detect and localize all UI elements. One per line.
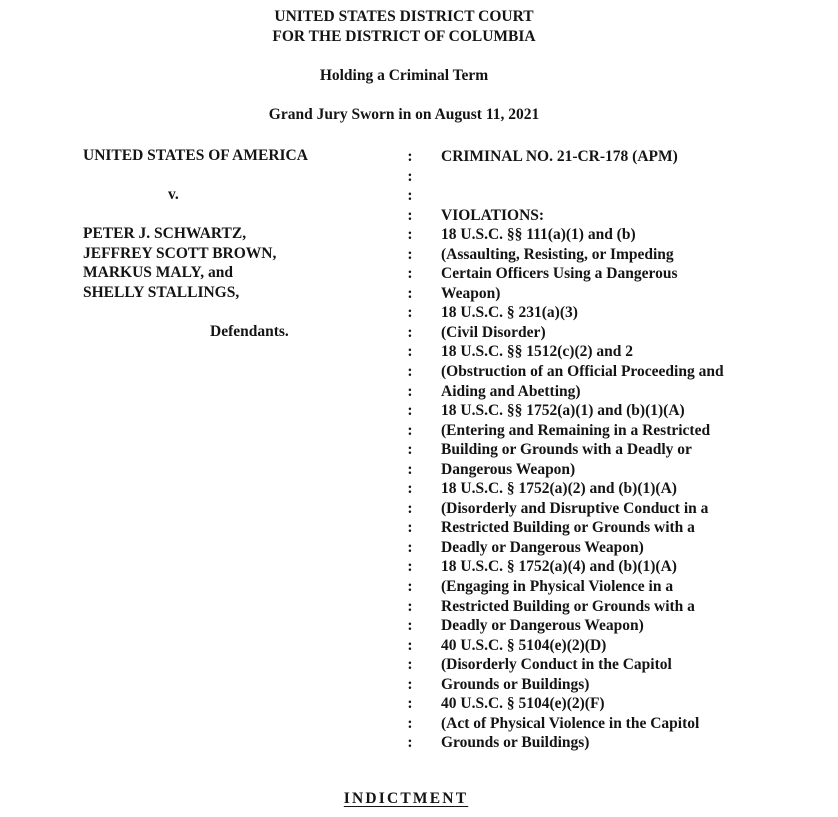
caption-colon: :: [407, 636, 413, 654]
caption-colon: :: [407, 617, 413, 635]
violations-heading: VIOLATIONS:: [441, 206, 545, 224]
court-name-line-1: UNITED STATES DISTRICT COURT: [274, 8, 534, 25]
violation-line: (Disorderly Conduct in the Capitol: [441, 656, 672, 674]
violation-line: 40 U.S.C. § 5104(e)(2)(D): [441, 636, 607, 654]
caption-colon: :: [407, 245, 413, 263]
violation-line: (Disorderly and Disruptive Conduct in a: [441, 499, 709, 517]
caption-colon: :: [407, 323, 413, 341]
caption-colon: :: [407, 480, 413, 498]
violation-line: (Act of Physical Violence in the Capitol: [441, 714, 700, 732]
caption-colon: :: [407, 695, 413, 713]
caption-colon: :: [407, 402, 413, 420]
versus-label: v.: [168, 186, 179, 203]
violation-line: 18 U.S.C. § 231(a)(3): [441, 304, 578, 322]
plaintiff-name: UNITED STATES OF AMERICA: [83, 147, 308, 164]
caption-colon: :: [407, 226, 413, 244]
violation-line: Deadly or Dangerous Weapon): [441, 538, 644, 556]
document-title: INDICTMENT: [343, 790, 469, 807]
caption-colon: :: [407, 714, 413, 732]
violation-line: 18 U.S.C. § 1752(a)(4) and (b)(1)(A): [441, 558, 677, 576]
violation-line: 18 U.S.C. § 1752(a)(2) and (b)(1)(A): [441, 480, 677, 498]
violation-line: Restricted Building or Grounds with a: [441, 519, 695, 537]
caption-colon: :: [407, 265, 413, 283]
caption-colon: :: [407, 167, 413, 185]
caption-colon: :: [407, 499, 413, 517]
defendant-name: JEFFREY SCOTT BROWN,: [83, 244, 277, 262]
violation-line: (Entering and Remaining in a Restricted: [441, 421, 711, 439]
caption-separator-column: [404, 147, 416, 753]
violation-line: Building or Grounds with a Deadly or: [441, 441, 692, 459]
caption-colon: :: [407, 460, 413, 478]
caption-colon: :: [407, 363, 413, 381]
violation-line: 18 U.S.C. §§ 1512(c)(2) and 2: [441, 343, 634, 361]
defendant-name: SHELLY STALLINGS,: [83, 283, 240, 301]
case-caption-charges: [441, 147, 821, 752]
defendants-label: Defendants.: [210, 322, 289, 340]
violation-line: (Assaulting, Resisting, or Impeding: [441, 245, 674, 263]
caption-colon: :: [407, 421, 413, 439]
violation-line: 18 U.S.C. §§ 111(a)(1) and (b): [441, 226, 636, 244]
caption-colon: :: [407, 382, 413, 400]
violation-line: (Engaging in Physical Violence in a: [441, 578, 674, 596]
caption-colon: :: [407, 734, 413, 752]
violation-line: 40 U.S.C. § 5104(e)(2)(F): [441, 695, 605, 713]
violation-line: 18 U.S.C. §§ 1752(a)(1) and (b)(1)(A): [441, 402, 685, 420]
violation-line: Grounds or Buildings): [441, 675, 590, 693]
caption-colon: :: [407, 304, 413, 322]
caption-colon: :: [407, 206, 413, 224]
violations-list: [441, 206, 821, 753]
caption-colon: :: [407, 441, 413, 459]
caption-colon: :: [407, 675, 413, 693]
caption-colon: :: [407, 558, 413, 576]
court-name-line-2: FOR THE DISTRICT OF COLUMBIA: [272, 28, 536, 45]
violation-line: Restricted Building or Grounds with a: [441, 597, 695, 615]
violation-line: Dangerous Weapon): [441, 460, 576, 478]
criminal-case-number: CRIMINAL NO. 21-CR-178 (APM): [441, 148, 678, 165]
caption-colon: :: [407, 284, 413, 302]
violation-line: (Obstruction of an Official Proceeding and: [441, 363, 724, 381]
caption-colon: :: [407, 578, 413, 596]
violation-line: Weapon): [441, 284, 501, 302]
caption-colon: :: [407, 148, 413, 165]
violation-line: Grounds or Buildings): [441, 734, 590, 752]
defendant-name: PETER J. SCHWARTZ,: [83, 225, 247, 243]
violation-line: Aiding and Abetting): [441, 382, 581, 400]
violation-line: Certain Officers Using a Dangerous: [441, 265, 678, 283]
caption-colon: :: [407, 656, 413, 674]
caption-colon: :: [407, 519, 413, 537]
defendant-name: MARKUS MALY, and: [83, 264, 234, 282]
grand-jury-line: Grand Jury Sworn in on August 11, 2021: [268, 106, 540, 123]
caption-colon: :: [407, 597, 413, 615]
criminal-term-line: Holding a Criminal Term: [319, 67, 489, 84]
violation-line: (Civil Disorder): [441, 323, 546, 341]
caption-colon: :: [407, 187, 413, 205]
caption-colon: :: [407, 343, 413, 361]
violation-line: Deadly or Dangerous Weapon): [441, 617, 644, 635]
caption-colon: :: [407, 538, 413, 556]
